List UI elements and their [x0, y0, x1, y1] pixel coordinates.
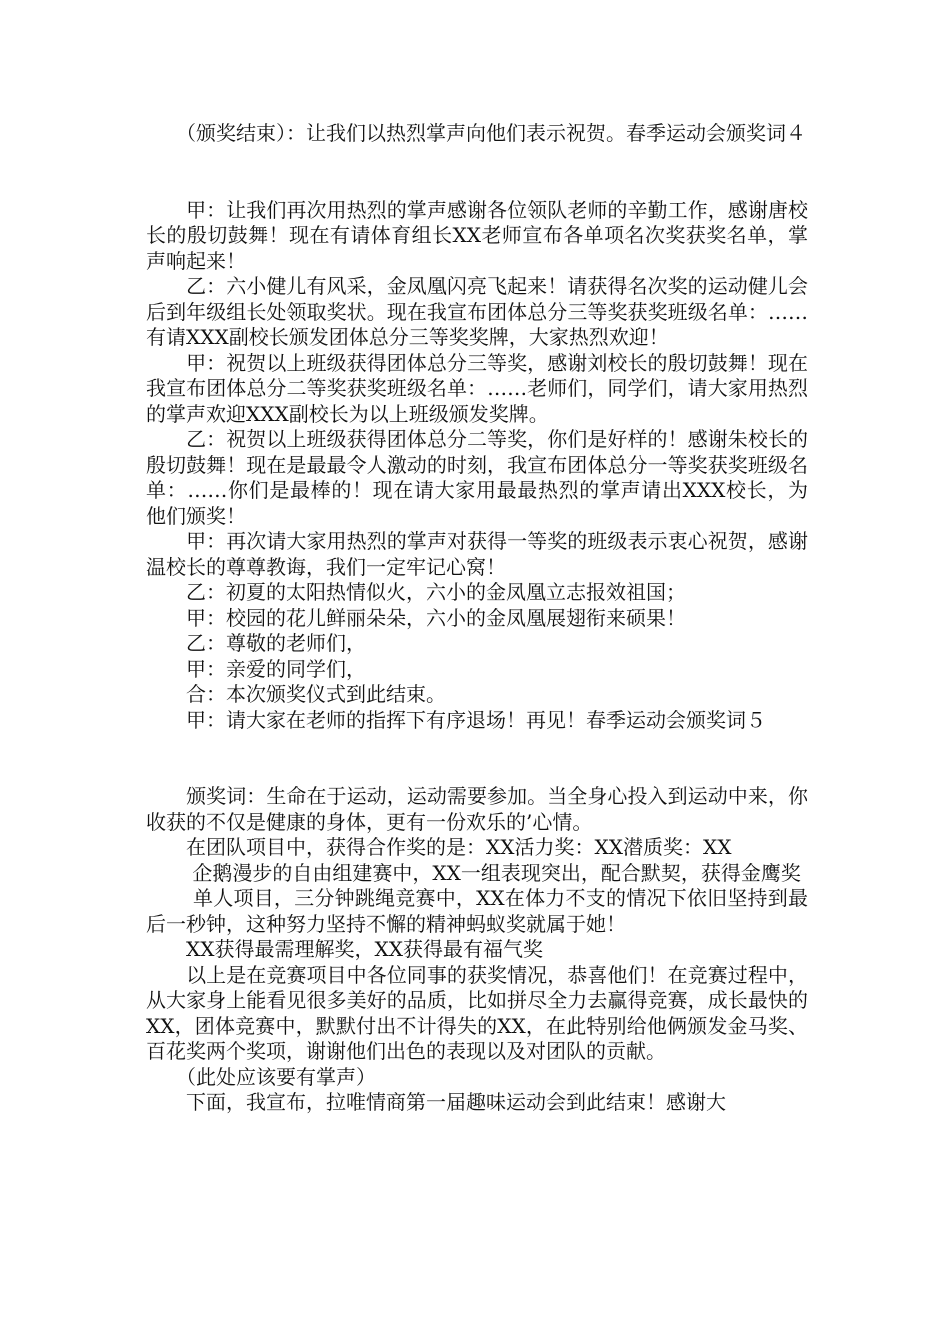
paragraph: 乙：祝贺以上班级获得团体总分二等奖，你们是好样的！感谢朱校长的殷切鼓舞！现在是最最令人激动的时刻，我宣布团体总分一等奖获奖班级名单：……你们是最棒的！现在请大家用最最热烈的掌声请出XXX校长，为他们颁奖！ — [146, 427, 808, 528]
paragraph: 下面，我宣布，拉唯情商第一届趣味运动会到此结束！感谢大 — [146, 1090, 726, 1114]
section-closing-4 — [146, 121, 808, 147]
paragraph: 单人项目，三分钟跳绳竞赛中，XX在体力不支的情况下依旧坚持到最后一秒钟，这种努力坚持不懈的精神蚂蚁奖就属于她！ — [146, 886, 808, 936]
paragraph: 甲：亲爱的同学们， — [146, 656, 366, 681]
paragraph: 乙：初夏的太阳热情似火，六小的金凤凰立志报效祖国； — [146, 580, 686, 604]
section-award-speech-4 — [146, 198, 808, 734]
section-award-speech-5 — [146, 784, 808, 1116]
paragraph: 甲：祝贺以上班级获得团体总分三等奖，感谢刘校长的殷切鼓舞！现在我宣布团体总分二等奖获奖班级名单：……老师们，同学们，请大家用热烈的掌声欢迎XXX副校长为以上班级颁发奖牌。 — [146, 350, 808, 426]
paragraph: 合：本次颁奖仪式到此结束。 — [146, 682, 446, 706]
paragraph: （颁奖结束）：让我们以热烈掌声向他们表示祝贺。春季运动会颁奖词４ — [146, 121, 806, 145]
paragraph: 甲：请大家在老师的指挥下有序退场！再见！春季运动会颁奖词５ — [146, 707, 766, 732]
paragraph: 企鹅漫步的自由组建赛中，XX一组表现突出，配合默契，获得金鹰奖 — [146, 860, 801, 885]
paragraph: 甲：让我们再次用热烈的掌声感谢各位领队老师的辛勤工作，感谢唐校长的殷切鼓舞！现在有请体育组长XX老师宣布各单项名次奖获奖名单，掌声响起来！ — [146, 197, 808, 273]
paragraph: 乙：尊敬的老师们， — [146, 631, 366, 655]
paragraph: 在团队项目中，获得合作奖的是：XX活力奖：XX潜质奖：XX — [146, 835, 732, 859]
document-page — [146, 121, 808, 1116]
paragraph: 乙：六小健儿有风采，金凤凰闪亮飞起来！请获得名次奖的运动健儿会后到年级组长处领取奖状。现在我宣布团体总分三等奖获奖班级名单：……有请XXX副校长颁发团体总分三等奖奖牌，大家热烈欢迎！ — [146, 274, 808, 349]
paragraph: 以上是在竞赛项目中各位同事的获奖情况，恭喜他们！在竞赛过程中，从大家身上能看见很多美好的品质，比如拼尽全力去赢得竞赛，成长最快的XX，团体竞赛中，默默付出不计得失的XX，在此特别给他俩颁发金马奖、百花奖两个奖项，谢谢他们出色的表现以及对团队的贡献。 — [146, 962, 808, 1063]
paragraph: XX获得最需理解奖，XX获得最有福气奖 — [146, 937, 543, 961]
paragraph: （此处应该要有掌声） — [146, 1064, 376, 1089]
section-gap — [146, 733, 808, 784]
section-gap — [146, 147, 808, 198]
paragraph: 甲：再次请大家用热烈的掌声对获得一等奖的班级表示衷心祝贺，感谢温校长的尊尊教诲，我们一定牢记心窝！ — [146, 529, 808, 579]
paragraph: 颁奖词：生命在于运动，运动需要参加。当全身心投入到运动中来，你收获的不仅是健康的身体，更有一份欢乐的’心情。 — [146, 784, 808, 834]
paragraph: 甲：校园的花儿鲜丽朵朵，六小的金凤凰展翅衔来硕果！ — [146, 605, 686, 630]
